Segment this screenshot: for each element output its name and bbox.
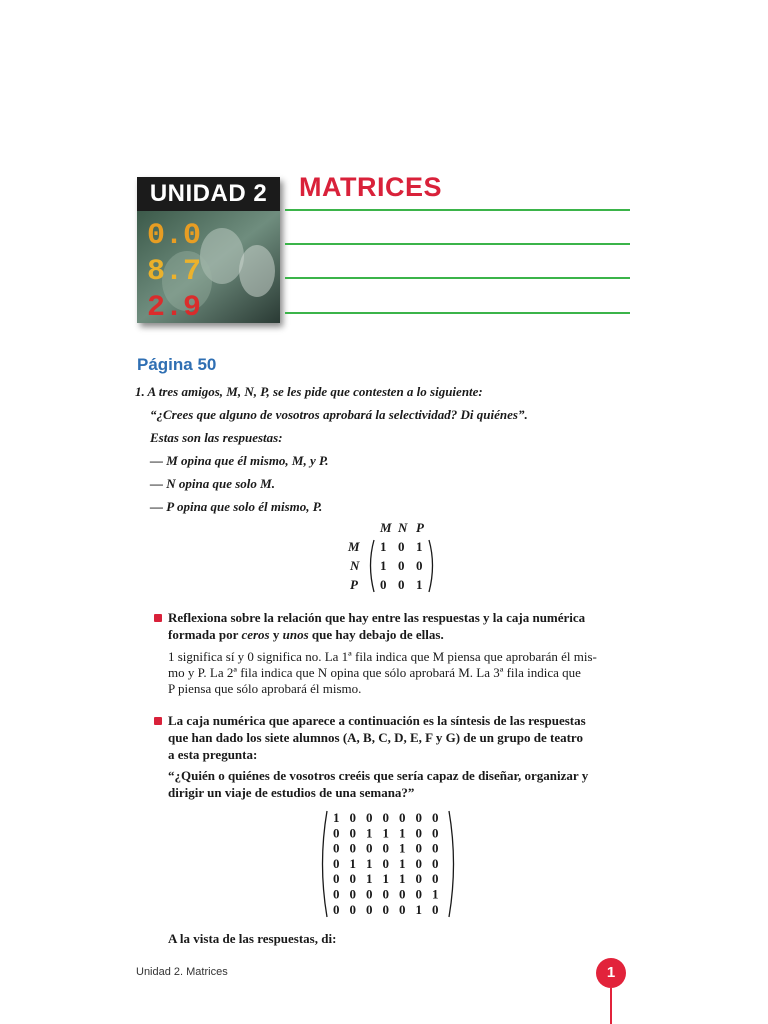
matrix-cell: 0 [366,840,373,856]
left-bracket [371,540,375,592]
question-text-part: y [269,627,283,642]
matrix-cell: 0 [415,886,422,902]
matrix-cell: 0 [349,825,356,841]
matrix-cell: 1 [416,577,423,592]
row-label: N [350,558,360,573]
matrix-cell: 0 [399,901,406,917]
page-heading: Página 50 [137,355,217,374]
matrix-cell: 1 [415,901,422,917]
matrix-cell: 0 [416,558,423,573]
exercise-statement: 1. A tres amigos, M, N, P, se les pide que contesten a lo siguiente: [135,384,483,399]
matrix-cell: 0 [333,886,340,902]
svg-text:0.0: 0.0 [147,219,202,253]
unit-label: UNIDAD 2 [137,177,280,211]
answer-text: P piensa que sólo aprobará él mismo. [168,681,362,696]
column-label: M [380,520,392,535]
quoted-question: “¿Quién o quiénes de vosotros creéis que sería capaz de diseñar, organizar y [168,768,589,783]
question-text [168,627,444,643]
question-text-part: unos [282,627,309,642]
column-label: P [416,520,424,535]
matrix-cell: 0 [333,871,340,887]
matrix-cell: 0 [415,840,422,856]
matrix-cell: 0 [399,886,406,902]
matrix-cell: 1 [399,840,406,856]
question-text: que han dado los siete alumnos (A, B, C, D, E, F y G) de un grupo de teatro [168,730,583,745]
matrix-cell: 0 [398,539,405,554]
matrix-cell: 0 [432,840,439,856]
title-rule [285,312,630,314]
matrix-cell: 1 [366,825,373,841]
matrix-cell: 1 [380,558,387,573]
page-marker-line [610,988,612,1024]
matrix-cell: 0 [432,825,439,841]
matrix-cell: 0 [333,825,340,841]
matrix-cell: 1 [366,855,373,871]
svg-text:8.7: 8.7 [147,255,202,289]
title-rule [285,243,630,245]
exercise-question: “¿Crees que alguno de vosotros aprobará la selectividad? Di quiénes”. [150,407,528,422]
question-text: Reflexiona sobre la relación que hay entre las respuestas y la caja numérica [168,610,586,625]
matrix-cell: 1 [399,825,406,841]
matrix-cell: 0 [432,810,439,825]
unit-badge [137,177,280,323]
matrix-cell: 0 [432,901,439,917]
bullet-marker [154,614,162,622]
right-bracket [449,811,454,917]
matrix-cell: 0 [382,855,389,871]
matrix-cell: 0 [415,825,422,841]
left-bracket [323,811,328,917]
row-label: M [348,539,360,554]
question-text-part: formada por [168,627,242,642]
quoted-question: dirigir un viaje de estudios de una semana?” [168,785,415,800]
question-text-part: ceros [241,627,270,642]
unit-title: MATRICES [299,172,442,202]
matrix-cell: 0 [382,810,389,825]
answer-p: — P opina que solo él mismo, P. [150,499,323,514]
matrix-cell: 1 [349,855,356,871]
matrix-cell: 1 [399,855,406,871]
matrix-cell: 1 [380,539,387,554]
matrix-cell: 0 [415,871,422,887]
matrix-cell: 0 [349,886,356,902]
scoreboard-photo [137,211,280,323]
matrix-cell: 0 [382,901,389,917]
question-text: a esta pregunta: [168,747,258,762]
answer-matrix [340,518,440,598]
matrix-cell: 0 [366,901,373,917]
answer-n: — N opina que solo M. [150,476,275,491]
question-text: La caja numérica que aparece a continuación es la síntesis de las respuestas [168,713,586,728]
matrix-cell: 0 [380,577,387,592]
matrix-cell: 0 [432,855,439,871]
response-matrix [318,808,458,920]
matrix-cell: 0 [399,810,406,825]
exercise-text: Estas son las respuestas: [150,430,283,445]
matrix-cell: 1 [366,871,373,887]
matrix-cell: 0 [382,840,389,856]
bullet-marker [154,717,162,725]
matrix-cell: 1 [382,825,389,841]
answer-text: mo y P. La 2ª fila indica que N opina que sólo aprobará M. La 3ª fila indica que [168,665,581,680]
closing-text: A la vista de las respuestas, di: [168,931,337,946]
question-text-part: que hay debajo de ellas. [308,627,444,642]
matrix-cell: 0 [349,810,356,825]
matrix-cell: 0 [333,840,340,856]
answer-m: — M opina que él mismo, M, y P. [150,453,329,468]
matrix-cell: 0 [333,901,340,917]
page-number: 1 [596,958,626,988]
matrix-cell: 0 [432,871,439,887]
svg-text:2.9: 2.9 [147,291,202,323]
right-bracket [429,540,433,592]
row-label: P [350,577,358,592]
answer-text: 1 significa sí y 0 significa no. La 1ª fila indica que M piensa que aprobarán él mis- [168,649,597,664]
matrix-cell: 1 [333,810,340,825]
matrix-cell: 0 [382,886,389,902]
matrix-cell: 0 [415,855,422,871]
matrix-cell: 0 [398,577,405,592]
matrix-cell: 0 [415,810,422,825]
matrix-cell: 0 [366,886,373,902]
matrix-cell: 0 [349,871,356,887]
title-rule [285,209,630,211]
matrix-cell: 0 [333,855,340,871]
matrix-cell: 0 [349,901,356,917]
matrix-cell: 0 [398,558,405,573]
column-label: N [398,520,408,535]
footer-text: Unidad 2. Matrices [136,966,228,978]
matrix-cell: 0 [349,840,356,856]
matrix-cell: 1 [382,871,389,887]
matrix-cell: 1 [432,886,439,902]
matrix-cell: 1 [416,539,423,554]
title-rule [285,277,630,279]
matrix-cell: 1 [399,871,406,887]
matrix-cell: 0 [366,810,373,825]
